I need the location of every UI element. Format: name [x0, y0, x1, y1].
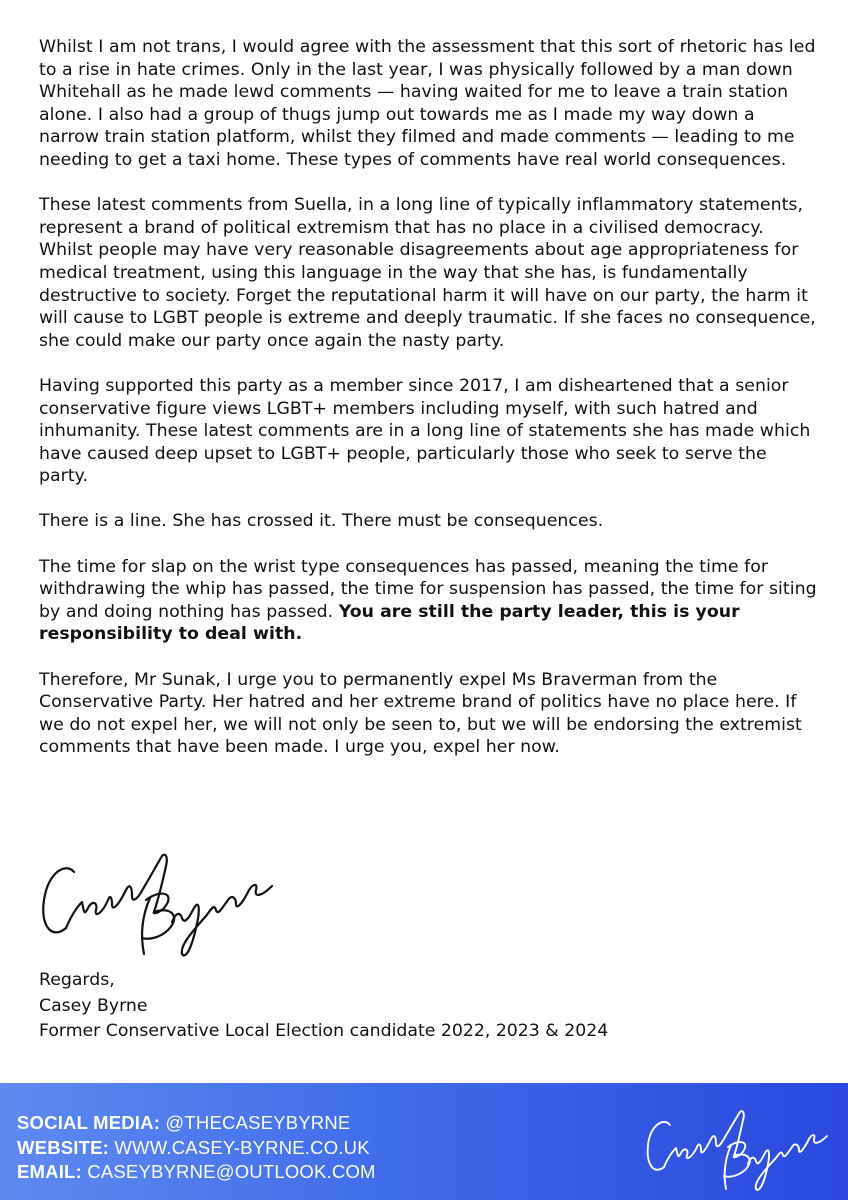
author-name: Casey Byrne — [39, 995, 148, 1016]
paragraph-member-since-2017: Having supported this party as a member since 2017, I am disheartened that a senior conservative figure views LGBT+ members including myself, with such hatred and inhumanity. These latest comments are in a long line of statements she has made which have caused deep upset to LGBT+ people, particularly those who seek to serve the party. — [39, 375, 811, 487]
paragraph-suella-comments: These latest comments from Suella, in a long line of typically inflammatory statements, represent a brand of political extremism that has no place in a civilised democracy. Whilst people may have very reasonable disagreements about age appropriateness for medical treatment, using this language in the way that she has, is fundamentally destructive to society. Forget the reputational harm it will have on our party, the harm it will cause to LGBT people is extreme and deeply traumatic. If she faces no consequence, she could make our party once again the nasty party. — [39, 195, 816, 351]
emphasis-party-leader: You are still the party leader, this is your responsibility to deal with. — [39, 601, 740, 645]
email-line — [17, 1160, 376, 1185]
email-label: EMAIL: — [17, 1161, 82, 1182]
social-media-line — [17, 1111, 376, 1136]
contact-details — [17, 1111, 376, 1185]
paragraph-consequences — [39, 556, 819, 646]
paragraph-there-is-a-line: There is a line. She has crossed it. There must be consequences. — [39, 511, 604, 532]
salutation: Regards, — [39, 970, 115, 990]
paragraph-consequences-text: The time for slap on the wrist type consequences has passed, meaning the time for withdrawing the whip has passed, the time for suspension has passed, the time for siting by and doing nothing has passed. — [39, 556, 817, 622]
social-media-label: SOCIAL MEDIA: — [17, 1112, 161, 1133]
contact-footer — [0, 1083, 848, 1200]
author-title: Former Conservative Local Election candidate 2022, 2023 & 2024 — [39, 1021, 609, 1041]
letter-body — [39, 36, 819, 782]
paragraph-expel-request: Therefore, Mr Sunak, I urge you to permanently expel Ms Braverman from the Conservative Party. Her hatred and her extreme brand of politics have no place here. If we do not expel her, we will not only be seen to, but we will be endorsing the extremist comments that have been made. I urge you, expel her now. — [39, 669, 802, 758]
email-address: CASEYBYRNE@OUTLOOK.COM — [87, 1161, 376, 1182]
website-line — [17, 1136, 376, 1161]
website-url: WWW.CASEY-BYRNE.CO.UK — [114, 1136, 370, 1158]
paragraph-hate-crimes: Whilst I am not trans, I would agree with the assessment that this sort of rhetoric has led to a rise in hate crimes. Only in the last year, I was physically followed by a man down Whitehall as he made lewd comments — having waited for me to leave a train station alone. I also had a group of thugs jump out towards me as I made my way down a narrow train station platform, whilst they filmed and made comments — leading to me needing to get a taxi home. These types of comments have real world consequences. — [39, 37, 816, 170]
sign-off — [39, 968, 608, 1045]
social-media-handle: @THECASEYBYRNE — [165, 1112, 351, 1133]
handwritten-signature — [36, 842, 276, 967]
footer-signature — [640, 1101, 830, 1193]
website-label: WEBSITE: — [17, 1136, 110, 1158]
